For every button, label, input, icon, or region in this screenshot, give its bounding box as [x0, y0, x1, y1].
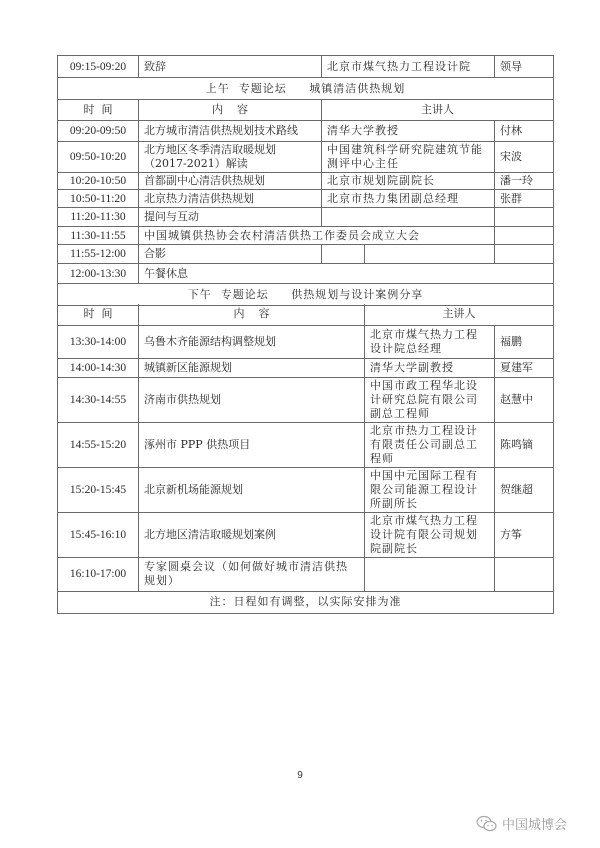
- time-cell: 10:50-11:20: [58, 190, 139, 208]
- time-cell: 09:50-10:20: [58, 142, 139, 173]
- org-cell: 北京市煤气热力工程设计院总经理: [365, 325, 495, 358]
- schedule-row: [58, 190, 554, 208]
- speaker-cell: 潘一玲: [495, 173, 554, 190]
- org-cell: [322, 208, 495, 227]
- header-speaker: 主讲人: [322, 100, 554, 121]
- content-cell: 专家圆桌会议（如何做好城市清洁供热规划）: [139, 557, 365, 591]
- time-cell: 15:20-15:45: [58, 467, 139, 512]
- org-cell: 清华大学副教授: [365, 358, 495, 377]
- content-cell: 济南市供热规划: [139, 377, 365, 422]
- watermark-text: 中国城博会: [502, 818, 568, 833]
- speaker-cell: 福鹏: [495, 325, 554, 358]
- schedule-row: [58, 377, 554, 422]
- afternoon-header-row: [58, 304, 554, 325]
- org-cell: [322, 245, 495, 264]
- org-cell: 北京市热力工程设计有限责任公司副总工程师: [365, 422, 495, 467]
- schedule-row-assembly: [58, 227, 554, 245]
- header-content: 内 容: [139, 304, 365, 325]
- schedule-row-photo: [58, 245, 554, 264]
- time-cell: 15:45-16:10: [58, 512, 139, 557]
- org-cell: [365, 557, 495, 591]
- time-cell: 14:30-14:55: [58, 377, 139, 422]
- speaker-cell: 领导: [495, 56, 554, 78]
- content-cell: 涿州市 PPP 供热项目: [139, 422, 365, 467]
- content-cell: 致辞: [139, 56, 322, 78]
- schedule-row: [58, 358, 554, 377]
- org-cell: 北京市热力集团副总经理: [322, 190, 495, 208]
- content-cell: 北京新机场能源规划: [139, 467, 365, 512]
- time-cell: 16:10-17:00: [58, 557, 139, 591]
- schedule-row-lunch: [58, 264, 554, 284]
- header-time: 时 间: [58, 100, 139, 121]
- afternoon-session-title-row: [58, 284, 554, 306]
- content-cell: 中国城镇供热协会农村清洁供热工作委员会成立大会: [139, 227, 495, 245]
- content-cell: 北方地区清洁取暖规划案例: [139, 512, 365, 557]
- content-cell: 午餐休息: [139, 264, 554, 284]
- afternoon-schedule-table: [57, 304, 554, 614]
- schedule-row: [58, 512, 554, 557]
- org-cell: 北京市煤气热力工程设计院有限公司规划院副院长: [365, 512, 495, 557]
- speaker-cell: 方筝: [495, 512, 554, 557]
- content-cell: 城镇新区能源规划: [139, 358, 365, 377]
- time-cell: 09:15-09:20: [58, 56, 139, 78]
- time-cell: 11:55-12:00: [58, 245, 139, 264]
- org-cell: 北京市煤气热力工程设计院: [322, 56, 495, 78]
- schedule-row: [58, 121, 554, 142]
- page-number: 9: [297, 770, 303, 781]
- header-time: 时 间: [58, 304, 139, 325]
- content-cell: 北方地区冬季清洁取暖规划（2017-2021）解读: [139, 142, 322, 173]
- speaker-cell: 张群: [495, 190, 554, 208]
- schedule-note: 注：日程如有调整，以实际安排为准: [58, 591, 554, 613]
- speaker-cell: 宋波: [495, 142, 554, 173]
- time-cell: 09:20-09:50: [58, 121, 139, 142]
- org-cell: 中国建筑科学研究院建筑节能测评中心主任: [322, 142, 495, 173]
- time-cell: 14:00-14:30: [58, 358, 139, 377]
- speaker-cell: 贺继超: [495, 467, 554, 512]
- speaker-cell: [495, 227, 554, 245]
- watermark: [476, 814, 567, 833]
- morning-session-title-row: [58, 78, 554, 100]
- time-cell: 12:00-13:30: [58, 264, 139, 284]
- schedule-row: [58, 422, 554, 467]
- morning-header-row: [58, 100, 554, 121]
- org-cell: 中国中元国际工程有限公司能源工程设计所副所长: [365, 467, 495, 512]
- content-cell: 北方城市清洁供热规划技术路线: [139, 121, 322, 142]
- time-cell: 11:20-11:30: [58, 208, 139, 227]
- schedule-row: [58, 467, 554, 512]
- time-cell: 10:20-10:50: [58, 173, 139, 190]
- schedule-row: [58, 173, 554, 190]
- speaker-cell: 付林: [495, 121, 554, 142]
- note-row: [58, 591, 554, 613]
- afternoon-session-title: 下午 专题论坛 供热规划与设计案例分享: [58, 284, 554, 306]
- org-cell: 清华大学教授: [322, 121, 495, 142]
- schedule-row: [58, 557, 554, 591]
- schedule-row: [58, 142, 554, 173]
- schedule-row-opening: [58, 56, 554, 78]
- speaker-cell: [495, 557, 554, 591]
- header-content: 内 容: [139, 100, 322, 121]
- schedule-row: [58, 208, 554, 227]
- schedule-table: [57, 55, 554, 306]
- time-cell: 11:30-11:55: [58, 227, 139, 245]
- time-cell: 14:55-15:20: [58, 422, 139, 467]
- content-cell: 乌鲁木齐能源结构调整规划: [139, 325, 365, 358]
- content-cell: 提问与互动: [139, 208, 322, 227]
- speaker-cell: 夏建军: [495, 358, 554, 377]
- content-cell: 北京热力清洁供热规划: [139, 190, 322, 208]
- org-cell: 中国市政工程华北设计研究总院有限公司副总工程师: [365, 377, 495, 422]
- time-cell: 13:30-14:00: [58, 325, 139, 358]
- content-cell: 首都副中心清洁供热规划: [139, 173, 322, 190]
- speaker-cell: 赵慧中: [495, 377, 554, 422]
- speaker-cell: [495, 245, 554, 264]
- speaker-cell: 陈鸣镝: [495, 422, 554, 467]
- speaker-cell: [495, 208, 554, 227]
- wechat-icon: [476, 815, 498, 833]
- header-speaker: 主讲人: [365, 304, 554, 325]
- content-cell: 合影: [139, 245, 322, 264]
- morning-session-title: 上午 专题论坛 城镇清洁供热规划: [58, 78, 554, 100]
- org-cell: 北京市规划院副院长: [322, 173, 495, 190]
- schedule-row: [58, 325, 554, 358]
